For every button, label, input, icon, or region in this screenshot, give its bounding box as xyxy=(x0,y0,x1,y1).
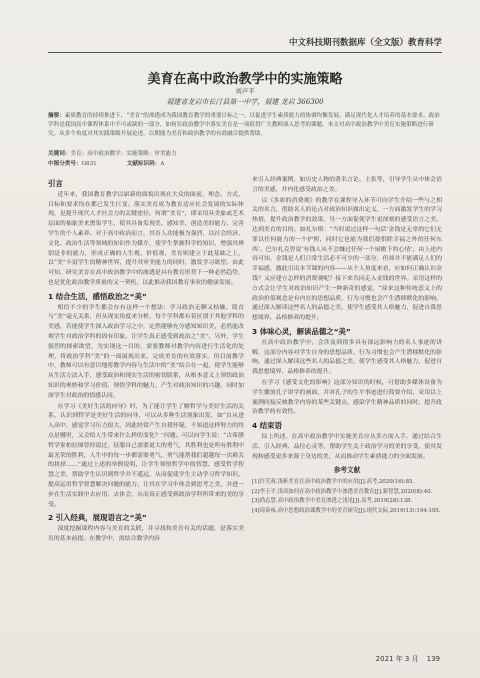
section-4-paragraph-1: 综上所述，在高中政治教学中实施美育应从多方面入手，通过结合生活、引入经典、品位心灵等，帮助学生关于政治学习的美的享受，使其发现和感受更多来源于身边的美，从而推动学生素质能力的全面发展。 xyxy=(252,433,442,460)
abstract-label: 摘要： xyxy=(48,113,65,119)
abstract-text: 素质教育的持续推进下，“美育”的渗透成为我国教育教学的重要目标之一，以促进学生素质能力的协调均衡发展，满足现代化人才培养的基本要求。政治学科是我国高中课程体系中不可或缺的一部分，如何在政治教学中落实美育是一项值得广大教师深入思考的课题。本文对高中政治教学中美育实施策略进行研究，从多个角度对其实践策略开展论述，以期能为美育和政治教学的有效融合提供帮助。 xyxy=(48,113,440,137)
section-4-heading: 4 结束语 xyxy=(252,421,282,431)
section-2-heading: 2 引入经典，展现语言之“美” xyxy=(48,513,147,523)
left-column xyxy=(48,176,244,546)
header-divider xyxy=(48,52,442,53)
keywords-text: 美育；高中政治教学；实施策略；审美能力 xyxy=(70,151,177,157)
section-3-paragraph-1: 在高中政治教学中，会涉及到很多具有深远影响力的名人事迹的讲解，这部分内容对学生自身的思想品质、行为习惯也会产生潜移默化的影响，通过深入解读这些名人的品德之美，使学生感受其人格魅力，促进自我思想境界、品格修养的提升。 xyxy=(252,339,442,376)
clc-number: 中图分类号：G631 xyxy=(48,161,97,167)
page-footer xyxy=(368,654,440,664)
classification-row xyxy=(48,160,442,169)
author-affiliation: 福建省龙岩市长汀县第一中学，福建 龙岩 366300 xyxy=(166,98,324,106)
section-1-paragraph-2: 在学习《美好生活的向导》时，为了能让学生了解哲学与美好生活的关系，认识到哲学是美好生活的向导，可以从多种生活现象出发，如“自从进入高中，感觉学习压力很大，因此经常产生自我怀疑，不知道这样努力的终点是哪里，又会给人生带来什么样的变化？”问题。可以向学生说：“古希腊哲学家柏拉图曾经说过，征服自己需要更大的勇气，其胜利也是所有胜利中最光荣的胜利，人生中的每一步都需要勇气，勇气能帮我们超越每一次难关的抉择……”通过上述的举例说明，让学生领悟哲学中的智慧，感受哲学智慧之美，帮助学生认识到哲学并不遥远，从而促使学生主动学习哲学知识，提高运用哲学智慧解决问题的能力，让其在学习中体会到思考之美，并进一步在生活实践中去应用、去体会，从而真正感受到政治学科所带来的美的享受。 xyxy=(48,403,244,508)
reference-item: [4]周泰雍.高中思想政治课教学中的美育研究[J].现代交际,2019(13):194-195. xyxy=(252,507,441,514)
section-1-heading: 1 结合生活，感悟政治之“美” xyxy=(48,291,147,301)
section-2-paragraph-2: 以《多彩的消费观》的教学在课程导入环节可向学生介绍一些与之相关的名言，借助名人的论点对政治知识做出定义，一方面激发学生的学习热情，提升政治教学的效果，另一方面促使学生更深刻的感受语言之美。达到美育的目的。如扎尔斯：“当时说过这样一句话‘金钱是无辜的它们无罪以任何能力的一个护照，同时它也能为我们提供除幸福之外的任何东西’。巴尔扎克曾说‘有钱人从不会嫌过任何一个屋檐下的心情’。由上述内容可知，金钱是人们日常生活必不可少的一部分，但却并不能满足人们的幸福感，激此引出本节课的内容——从个人角度来看，应如何正确认识金钱？又应建立怎样的消费观呢？接下来共同走入金钱的世界。采用这样的方式会让学生对政治知识产生一种新奇的感觉，“原来这种传统意义上的政治价值观念是有内在的思想品质，行为习惯也会产生潜移默化的影响，通过深入解读这些名人的品德之美，使学生感受其人格魅力，促进自我思想境界、品格修养的提升。 xyxy=(252,197,442,322)
section-2-continued: 来引入经典案例，如历史人物的著名言论、主张等，引导学生从中体会语言的美感，并内化感受政治之美。 xyxy=(252,177,442,193)
right-column xyxy=(252,176,442,516)
section-3-paragraph-2: 在学习《感受文化的影响》这部分知识的时候，可借助多媒体设备为学生播放孔子讲学的画面，并对孔子的生平事迹进行简要介绍，采用以上案例间接反映教学内容的某些关键点，感染学生精神品质的同时，提升政治教学的有效性。 xyxy=(252,379,442,416)
article-title: 美育在高中政治教学中的实施策略 xyxy=(147,72,343,87)
abstract xyxy=(48,112,442,139)
keywords xyxy=(48,150,442,159)
keywords-label: 关键词： xyxy=(48,151,71,157)
references-title: 参考文献 xyxy=(333,466,361,475)
reference-item: [1]许芙蓉.浅析美育在高中政治教学中的应用[J].高考,2020(16):85. xyxy=(252,479,415,486)
journal-header: 中文科技期刊数据库（全文版）教育科学 xyxy=(288,38,442,48)
section-2-paragraph-1: 深度挖掘课程内容与美育的关联，并寻找和美育有关的话题，是落实美育的基本前提。在教学中，需结合教学内容 xyxy=(48,526,244,542)
intro-paragraph: 近年来，我国教育教学以崭新的面貌出现在大众的面前，理念、方式、目标和要求均在都已发生巨变。落实美育成为教育适应社会发展的实际体现，是提升现代人才社会力的关键途径。何谓“美育”，即采用具美象或艺术层面的抽象美来熏染学生，使其具备发现美、感知美、创造美的能力，完善学生的个人素养。对于高中政治而言，其育人功能极为强烈，以社会经济、文化、政治生活等领域的知识作为媒介，使学生掌握科学的知识，增强其辨别是非的能力，形成正确的人生观、价值观，美育则建立于此基础之上，以“美”丰富学生的精神世界，提升其审美能力的同时，激发学习欲望。由此可知，研究美育在高中政治教学中的渗透是具有教育形势下一种必然趋势，也是优化政治教学质量的又一契机，以此推动我国教育事业的健康发展。 xyxy=(48,191,244,286)
page-number: 139 xyxy=(426,655,440,663)
document-code: 文献标识码：A xyxy=(126,161,165,167)
intro-heading: 引言 xyxy=(48,179,63,188)
section-3-heading: 3 体味心灵，解读品德之“美” xyxy=(252,326,351,336)
article-author: 刘声平 xyxy=(235,87,255,95)
reference-item: [3]尚志慧.高中政治教学中美育渗透之浅见[J].高考,2019(28):138. xyxy=(252,498,413,505)
issue-date: 2021 年 3 月 xyxy=(375,655,419,663)
reference-item: [2]李玉平.浅谈如何在高中政治教学中渗透美育教育[J].新智慧,2020(8):40. xyxy=(252,488,433,495)
section-1-paragraph-1: 相信不少的学生都会存有这样一个想法：学习政治无聊又枯燥。简直与“美”毫无关系，但从现实角度来分析，每个学科都有着区别于其他学科的美感，若能使学生深入政治学习之中，定然能够充分感知知识美，必然能改观学生对政治学科的固有印象，让学生真正感受到政治之“美”。另外，学生强烈的探索欲望，为实现这一目的，需要教师对教学内容进行生活化的处理，将政治学科“美”的一面展现出来，完成美育的有效落实。但目前教学中，教师可以有意识地将教学内容与生活中的“美”结合在一起，使学生能够从生活方法入手，感受政治和现实生活的密切联系，从根本意义上领悟政治知识的奥妙和学习价值，领悟学科的魅力，产生对政治知识的兴趣，同时加深学生对政治的情感认同。 xyxy=(48,304,244,399)
